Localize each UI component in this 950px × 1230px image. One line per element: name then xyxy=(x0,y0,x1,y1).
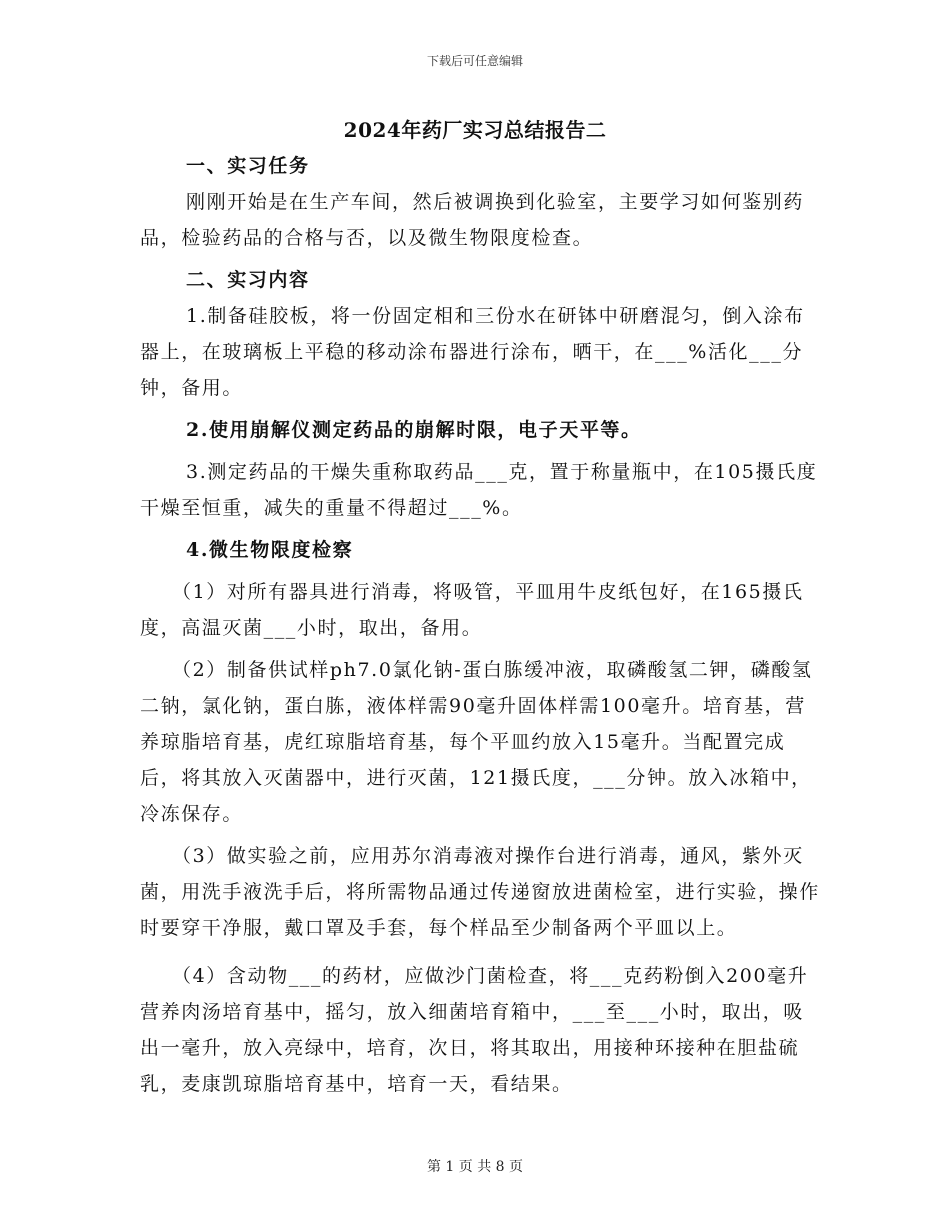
paragraph-item-3: 3.测定药品的干燥失重称取药品___克，置于称量瓶中，在105摄氏度干燥至恒重，减失的重量不得超过___%。 xyxy=(140,461,818,519)
paragraph-sub-1: （1）对所有器具进行消毒，将吸管，平皿用牛皮纸包好，在165摄氏度，高温灭菌___小时，取出，备用。 xyxy=(140,581,804,639)
page-footer: 第 1 页 共 8 页 xyxy=(426,1159,524,1175)
document-body xyxy=(140,148,820,1102)
paragraph-item-2: 2.使用崩解仪测定药品的崩解时限，电子天平等。 xyxy=(186,419,642,441)
section-heading-task: 一、实习任务 xyxy=(186,155,310,177)
paragraph-task: 刚刚开始是在生产车间，然后被调换到化验室，主要学习如何鉴别药品，检验药品的合格与否，以及微生物限度检查。 xyxy=(140,191,805,249)
paragraph-item-1: 1.制备硅胶板，将一份固定相和三份水在研钵中研磨混匀，倒入涂布器上，在玻璃板上平稳的移动涂布器进行涂布，晒干，在___%活化___分钟，备用。 xyxy=(140,305,805,399)
page-header: 下载后可任意编辑 xyxy=(426,54,523,68)
paragraph-sub-2: （2）制备供试样ph7.0氯化钠-蛋白胨缓冲液，取磷酸氢二钾，磷酸氢二钠，氯化钠，蛋白胨，液体样需90毫升固体样需100毫升。培育基，营养琼脂培育基，虎红琼脂培育基，每个平皿约放入15毫升。当配置完成后，将其放入灭菌器中，进行灭菌，121摄氏度，___分钟。放入冰箱中，冷冻保存。 xyxy=(140,659,813,825)
subheading-item-4: 4.微生物限度检察 xyxy=(186,539,354,561)
paragraph-sub-3: （3）做实验之前，应用苏尔消毒液对操作台进行消毒，通风，紫外灭菌，用洗手液洗手后，将所需物品通过传递窗放进菌检室，进行实验，操作时要穿干净服，戴口罩及手套，每个样品至少制备两个平皿以上。 xyxy=(140,845,820,939)
paragraph-sub-4: （4）含动物___的药材，应做沙门菌检查，将___克药粉倒入200毫升营养肉汤培育基中，摇匀，放入细菌培育箱中，___至___小时，取出，吸出一毫升，放入亮绿中，培育，次日，将其取出，用接种环接种在胆盐硫乳，麦康凯琼脂培育基中，培育一天，看结果。 xyxy=(140,965,809,1095)
section-heading-content: 二、实习内容 xyxy=(186,269,310,291)
document-title: 2024年药厂实习总结报告二 xyxy=(343,118,607,142)
